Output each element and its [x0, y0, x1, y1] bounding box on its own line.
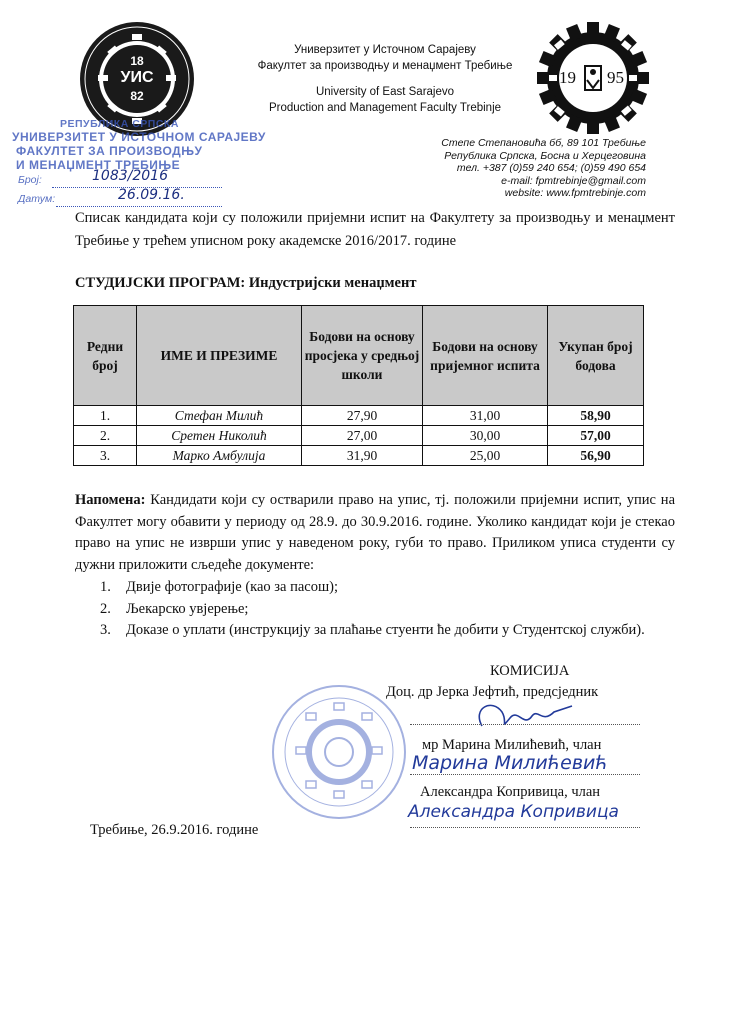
- row-number: 2.: [74, 426, 137, 446]
- note-paragraph: [75, 490, 675, 576]
- row-exam-points: 31,00: [423, 406, 548, 426]
- row-school-points: 27,00: [302, 426, 423, 446]
- intro-text: Списак кандидата који су положили пријемни испит на Факултету за производњу и менаџмент Требиње у трећем уписном року академске 2016/2017. године: [75, 210, 675, 249]
- contact-info: [400, 137, 646, 200]
- note-label: Напомена:: [75, 492, 146, 508]
- faculty-logo-year-right: 95: [607, 68, 624, 87]
- row-name: Сретен Николић: [137, 426, 302, 446]
- stamp-line-4: И МЕНАЏМЕНТ ТРЕБИЊЕ: [16, 158, 181, 172]
- row-total-points: 58,90: [548, 406, 644, 426]
- table-row: [74, 426, 644, 446]
- contact-website: website: www.fpmtrebinje.com: [504, 187, 646, 200]
- university-name-cyrillic: Универзитет у Источном Сарајеву: [294, 44, 476, 56]
- stamp-date-label: Датум:: [18, 193, 56, 205]
- member-2-signature: Марина Милићевић: [412, 752, 608, 774]
- member-3-signature: Александра Копривица: [408, 802, 619, 822]
- seal-letters: УИС: [120, 69, 154, 86]
- required-documents-list: [100, 577, 660, 642]
- commission-title: КОМИСИЈА: [490, 663, 570, 679]
- seal-year-bottom: 82: [130, 89, 144, 103]
- row-exam-points: 30,00: [423, 426, 548, 446]
- row-name: Марко Амбулија: [137, 446, 302, 466]
- commission-member-3: Александра Копривица, члан: [420, 784, 601, 800]
- row-total-points: 56,90: [548, 446, 644, 466]
- list-item: 3. Доказе о уплати (инструкцију за плаћање стуенти ће добити у Студентској служби).: [100, 622, 645, 638]
- row-school-points: 31,90: [302, 446, 423, 466]
- stamp-line-2: УНИВЕРЗИТЕТ У ИСТОЧНОМ САРАЈЕВУ: [12, 130, 266, 144]
- table-row: [74, 406, 644, 426]
- col-header-exam-points: Бодови на основу пријемног испита: [423, 306, 548, 406]
- faculty-name-cyrillic: Факултет за производњу и менаџмент Требиње: [257, 60, 513, 72]
- chair-signature: [462, 698, 582, 738]
- place-and-date: Требиње, 26.9.2016. године: [90, 822, 259, 838]
- contact-country: Република Српска, Босна и Херцеговина: [444, 149, 646, 162]
- university-name-english: University of East Sarajevo: [315, 86, 455, 98]
- col-header-name: ИМЕ И ПРЕЗИМЕ: [137, 306, 302, 406]
- faculty-logo-year-left: 19: [559, 68, 576, 87]
- row-number: 3.: [74, 446, 137, 466]
- commission-member-chair: Доц. др Јерка Јефтић, предсједник: [386, 684, 599, 700]
- study-program-heading: СТУДИЈСКИ ПРОГРАМ: Индустријски менаџмент: [75, 275, 417, 291]
- university-header: [235, 42, 535, 116]
- contact-address: Степе Степановића бб, 89 101 Требиње: [441, 137, 646, 149]
- stamp-line-1: РЕПУБЛИКА СРПСКА: [60, 118, 179, 130]
- faculty-gear-logo: [535, 20, 651, 136]
- registry-stamp: [12, 118, 266, 210]
- faculty-name-english: Production and Management Faculty Trebinje: [268, 102, 502, 114]
- row-school-points: 27,90: [302, 406, 423, 426]
- row-number: 1.: [74, 406, 137, 426]
- stamp-number-value: 1083/2016: [92, 168, 168, 184]
- col-header-number: Редни број: [74, 306, 137, 406]
- seal-year-top: 18: [130, 54, 144, 68]
- list-item: 2. Љекарско увјерење;: [100, 600, 249, 617]
- stamp-line-3: ФАКУЛТЕТ ЗА ПРОИЗВОДЊУ: [16, 144, 203, 158]
- col-header-total-points: Укупан број бодова: [548, 306, 644, 406]
- col-header-school-points: Бодови на основу просјека у средњој школи: [302, 306, 423, 406]
- row-total-points: 57,00: [548, 426, 644, 446]
- stamp-date-value: 26.09.16.: [118, 187, 185, 203]
- row-name: Стефан Милић: [137, 406, 302, 426]
- row-exam-points: 25,00: [423, 446, 548, 466]
- note-text: Кандидати који су оствaрили право на упис, тј. положили пријемни испит, упис на Факултет могу обавити у периоду од 28.9. до 30.9.2016. године. Уколико кандидат који је стекао право на упис не изврши упис у наведеном року, губи то право. Приликом уписа студенти су дужни приложити сљедеће документе:: [75, 492, 675, 573]
- contact-phone: тел. +387 (0)59 240 654; (0)59 490 654: [456, 162, 646, 175]
- official-round-stamp: [270, 683, 408, 821]
- results-table: [73, 305, 644, 466]
- list-item: 1. Двије фотографије (као за пасош);: [100, 579, 338, 595]
- contact-email: e-mail: fpmtrebinje@gmail.com: [501, 174, 646, 187]
- commission-member-2: мр Марина Милићевић, члан: [422, 737, 602, 753]
- stamp-number-label: Број:: [18, 174, 42, 186]
- table-row: [74, 446, 644, 466]
- table-header-row: [74, 306, 644, 406]
